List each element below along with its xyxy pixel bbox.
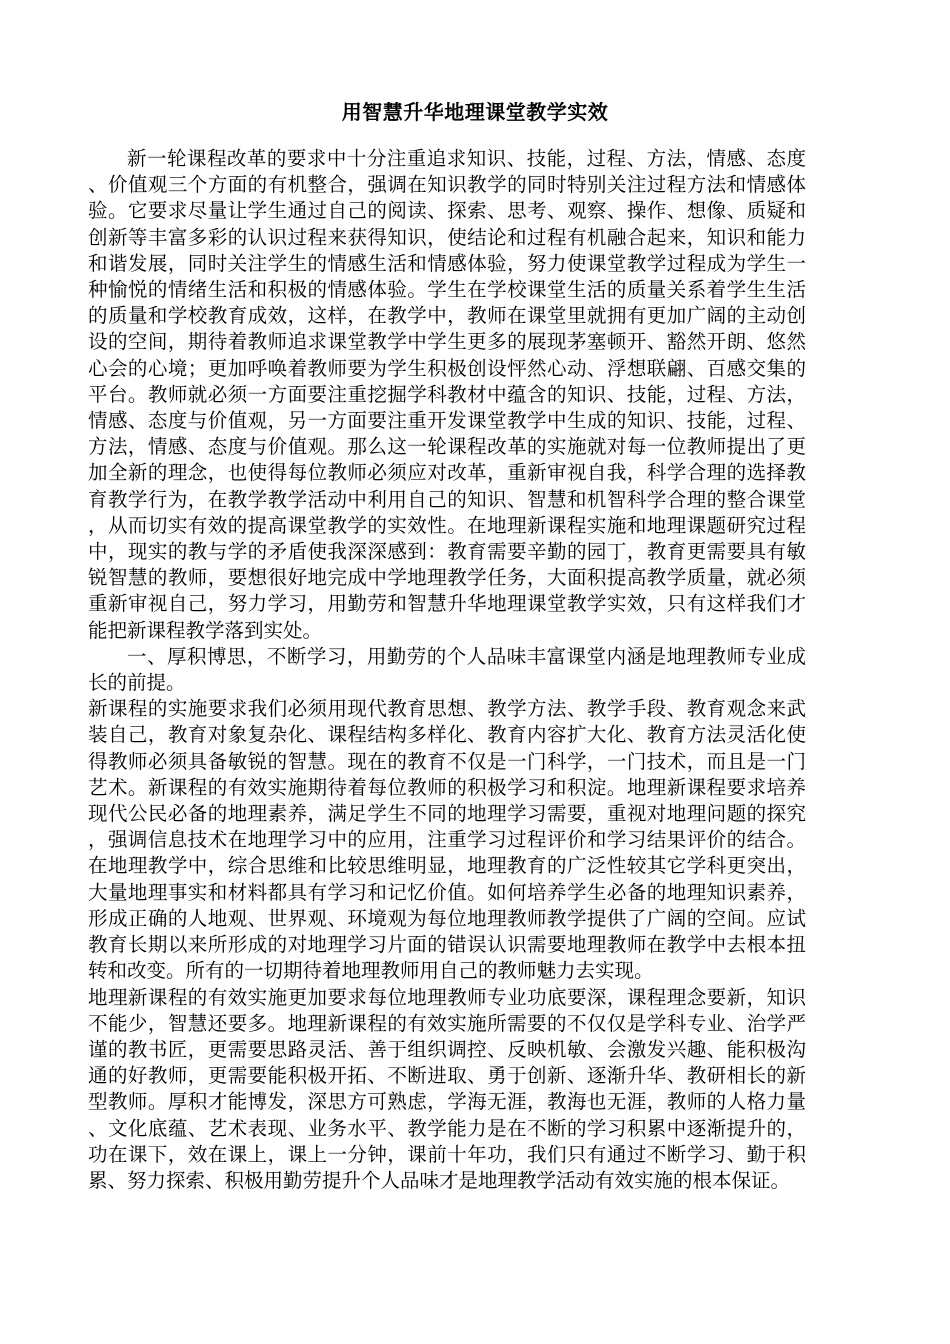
paragraph-teacher-requirements: 地理新课程的有效实施更加要求每位地理教师专业功底要深，课程理念要新，知识不能少，智慧还要多。地理新课程的有效实施所需要的不仅仅是学科专业、治学严谨的教书匠，更需要思路灵活、善于组织调控、反映机敏、会激发兴趣、能积极沟通的好教师，更需要能积极开拓、不断进取、勇于创新、逐渐升华、教研相长的新型教师。厚积才能博发，深思方可熟虑，学海无涯，教海也无涯，教师的人格力量、文化底蕴、艺术表现、业务水平、教学能力是在不断的学习积累中逐渐提升的，功在课下，效在课上，课上一分钟，课前十年功，我们只有通过不断学习、勤于积累、努力探索、积极用勤劳提升个人品味才是地理教学活动有效实施的根本保证。 xyxy=(88,985,806,1192)
document-body xyxy=(88,146,806,1194)
paragraph-new-curriculum: 新课程的实施要求我们必须用现代教育思想、教学方法、教学手段、教育观念来武装自己，教育对象复杂化、课程结构多样化、教育内容扩大化、教育方法灵活化使得教师必须具备敏锐的智慧。现在的教育不仅是一门科学，一门技术，而且是一门艺术。新课程的有效实施期待着每位教师的积极学习和积淀。地理新课程要求培养现代公民必备的地理素养，满足学生不同的地理学习需要，重视对地理问题的探究，强调信息技术在地理学习中的应用，注重学习过程评价和学习结果评价的结合。在地理教学中，综合思维和比较思维明显，地理教育的广泛性较其它学科更突出，大量地理事实和材料都具有学习和记忆价值。如何培养学生必备的地理知识素养，形成正确的人地观、世界观、环境观为每位地理教师教学提供了广阔的空间。应试教育长期以来所形成的对地理学习片面的错误认识需要地理教师在教学中去根本扭转和改变。所有的一切期待着地理教师用自己的教师魅力去实现。 xyxy=(88,697,806,983)
paragraph-section-heading: 一、厚积博思，不断学习，用勤劳的个人品味丰富课堂内涵是地理教师专业成长的前提。 xyxy=(88,644,806,695)
document-title: 用智慧升华地理课堂教学实效 xyxy=(341,100,609,124)
paragraph-introduction: 新一轮课程改革的要求中十分注重追求知识、技能，过程、方法，情感、态度、价值观三个方面的有机整合，强调在知识教学的同时特别关注过程方法和情感体验。它要求尽量让学生通过自己的阅读、探索、思考、观察、操作、想像、质疑和创新等丰富多彩的认识过程来获得知识，使结论和过程有机融合起来，知识和能力和谐发展，同时关注学生的情感生活和情感体验，努力使课堂教学过程成为学生一种愉悦的情绪生活和积极的情感体验。学生在学校课堂生活的质量关系着学生生活的质量和学校教育成效，这样，在教学中，教师在课堂里就拥有更加广阔的主动创设的空间，期待着教师追求课堂教学中学生更多的展现茅塞顿开、豁然开朗、悠然心会的心境；更加呼唤着教师要为学生积极创设怦然心动、浮想联翩、百感交集的平台。教师就必须一方面要注重挖掘学科教材中蕴含的知识、技能，过程、方法，情感、态度与价值观，另一方面要注重开发课堂教学中生成的知识、技能，过程、方法，情感、态度与价值观。那么这一轮课程改革的实施就对每一位教师提出了更加全新的理念，也使得每位教师必须应对改革，重新审视自我，科学合理的选择教育教学行为，在教学教学活动中利用自己的知识、智慧和机智科学合理的整合课堂，从而切实有效的提高课堂教学的实效性。在地理新课程实施和地理课题研究过程中，现实的教与学的矛盾使我深深感到：教育需要辛勤的园丁，教育更需要具有敏锐智慧的教师，要想很好地完成中学地理教学任务，大面积提高教学质量，就必须重新审视自己，努力学习，用勤劳和智慧升华地理课堂教学实效，只有这样我们才能把新课程教学落到实处。 xyxy=(88,147,806,642)
